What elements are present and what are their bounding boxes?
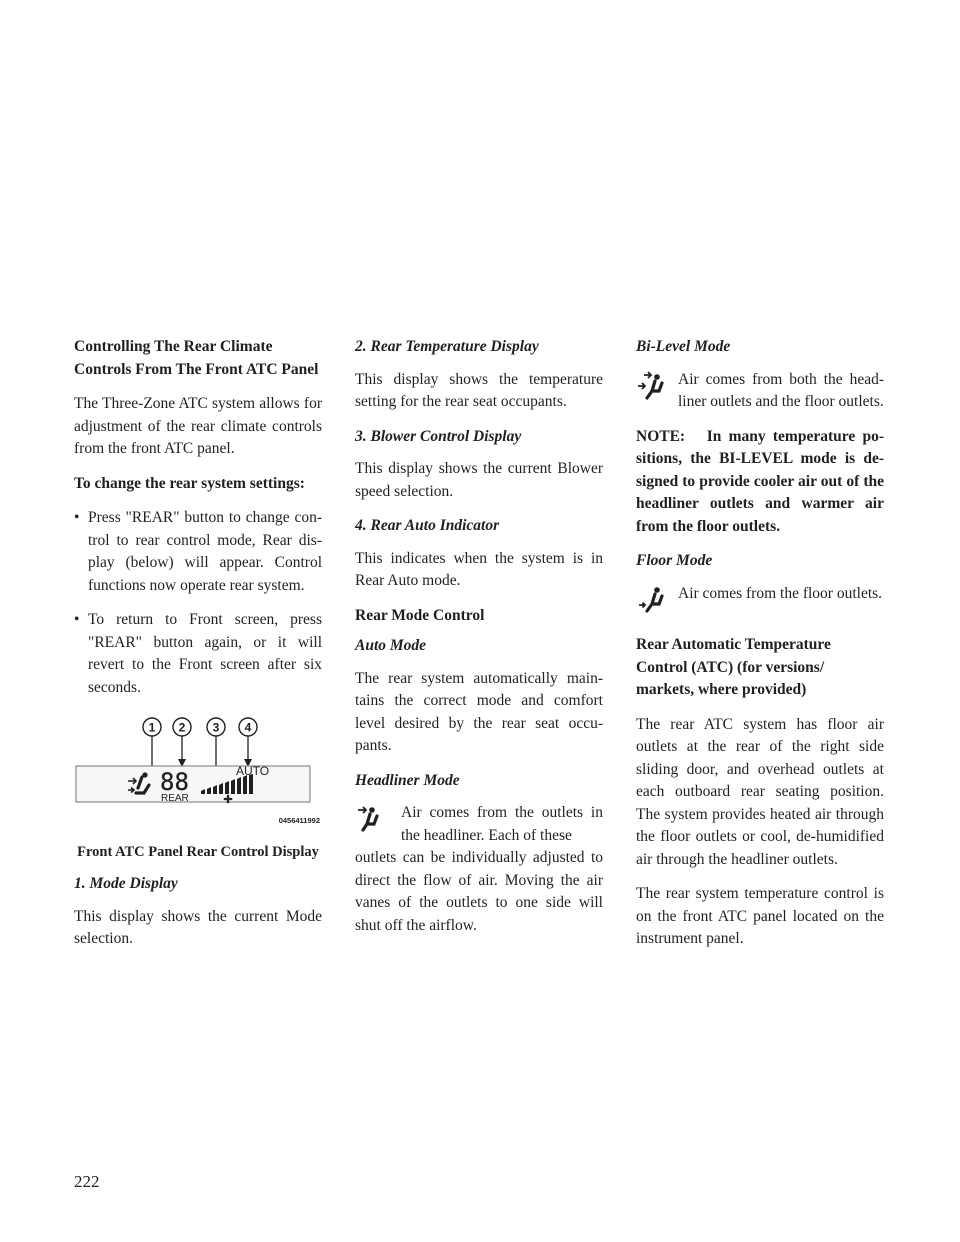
bullet-text: Press "REAR" button to change con-trol to rear control mode, Rear dis-play (below) will appear. Control functions now operate rear system.	[88, 509, 322, 594]
headliner-mode-text-b: outlets can be individually adjusted to direct the flow of air. Moving the air vanes of the outlets to one side will shut off the airflow.	[355, 849, 603, 934]
rear-control-display-illustration	[74, 717, 322, 827]
bullet-item	[74, 609, 322, 699]
auto-mode-heading: Auto Mode	[355, 637, 427, 654]
headliner-mode-block	[355, 802, 603, 847]
column-right	[636, 336, 884, 963]
mode-display-text: This display shows the current Mode selection.	[74, 907, 322, 947]
headliner-mode-heading: Headliner Mode	[355, 771, 460, 789]
section-heading-rear-climate-front-panel: Controlling The Rear Climate Controls From The Front ATC Panel	[74, 338, 319, 378]
svg-text:1: 1	[148, 720, 156, 735]
rear-atc-text-2: The rear system temperature control is on the front ATC panel located on the instrument panel.	[636, 885, 884, 947]
headliner-mode-icon	[355, 802, 397, 847]
callout-4	[239, 718, 257, 767]
bullet-item	[74, 507, 322, 597]
svg-text:2: 2	[178, 720, 186, 735]
rear-control-display-figure	[74, 717, 322, 835]
intro-paragraph: The Three-Zone ATC system allows for adjustment of the rear climate controls from the front ATC panel.	[74, 395, 322, 457]
temp-display-heading: 2. Rear Temperature Display	[355, 338, 539, 355]
bilevel-mode-heading: Bi-Level Mode	[636, 338, 731, 355]
column-left	[74, 336, 322, 963]
bilevel-mode-block	[636, 369, 884, 414]
rear-atc-heading: Rear Automatic Temperature Control (ATC) (for versions/ markets, where provided)	[636, 636, 831, 698]
page-number: 222	[74, 1172, 100, 1191]
settings-heading: To change the rear system settings:	[74, 474, 305, 492]
rear-mode-control-heading: Rear Mode Control	[355, 606, 485, 624]
figure-id: 0456411992	[278, 816, 320, 825]
bullet-text: To return to Front screen, press "REAR" button again, or it will revert to the Front screen after six seconds.	[88, 611, 322, 696]
callout-2	[173, 718, 191, 767]
rear-temp-digits: 88	[160, 768, 189, 796]
bilevel-mode-text: Air comes from both the head-liner outlets and the floor outlets.	[678, 370, 884, 410]
floor-mode-text: Air comes from the floor outlets.	[678, 584, 883, 602]
note-paragraph: NOTE: In many temperature po-sitions, the BI-LEVEL mode is de-signed to provide cooler air out of the headliner outlets and warmer air from the floor outlets.	[636, 427, 884, 535]
column-middle	[355, 336, 603, 949]
blower-display-heading: 3. Blower Control Display	[355, 427, 522, 445]
svg-text:3: 3	[212, 720, 220, 735]
floor-mode-heading: Floor Mode	[636, 552, 713, 569]
auto-indicator-heading: 4. Rear Auto Indicator	[355, 517, 500, 534]
lcd-panel	[76, 766, 310, 802]
floor-mode-icon	[636, 583, 678, 623]
auto-mode-text: The rear system automatically main-tains the correct mode and comfort level desired by the rear seat occu-pants.	[355, 669, 603, 754]
auto-indicator: AUTO	[236, 764, 270, 778]
headliner-mode-text-a: Air comes from the outlets in the headliner. Each of these	[401, 804, 603, 844]
floor-mode-block	[636, 583, 884, 623]
rear-label: REAR	[161, 793, 189, 804]
bilevel-mode-icon	[636, 369, 678, 414]
rear-atc-text-1: The rear ATC system has floor air outlets at the rear of the right side sliding door, and overhead outlets at each outboard rear seating position. The system provides heated air through the floor outlets or cool, de-humidified air through the headliner outlets.	[636, 715, 884, 868]
temp-display-text: This display shows the temperature setting for the rear seat occupants.	[355, 370, 603, 410]
blower-display-text: This display shows the current Blower speed selection.	[355, 460, 603, 500]
bullet-dot: •	[74, 611, 80, 628]
mode-display-heading: 1. Mode Display	[74, 875, 178, 892]
auto-indicator-text: This indicates when the system is in Rear Auto mode.	[355, 549, 603, 589]
figure-caption: Front ATC Panel Rear Control Display	[77, 843, 319, 860]
svg-text:4: 4	[244, 720, 252, 735]
bullet-dot: •	[74, 509, 80, 526]
